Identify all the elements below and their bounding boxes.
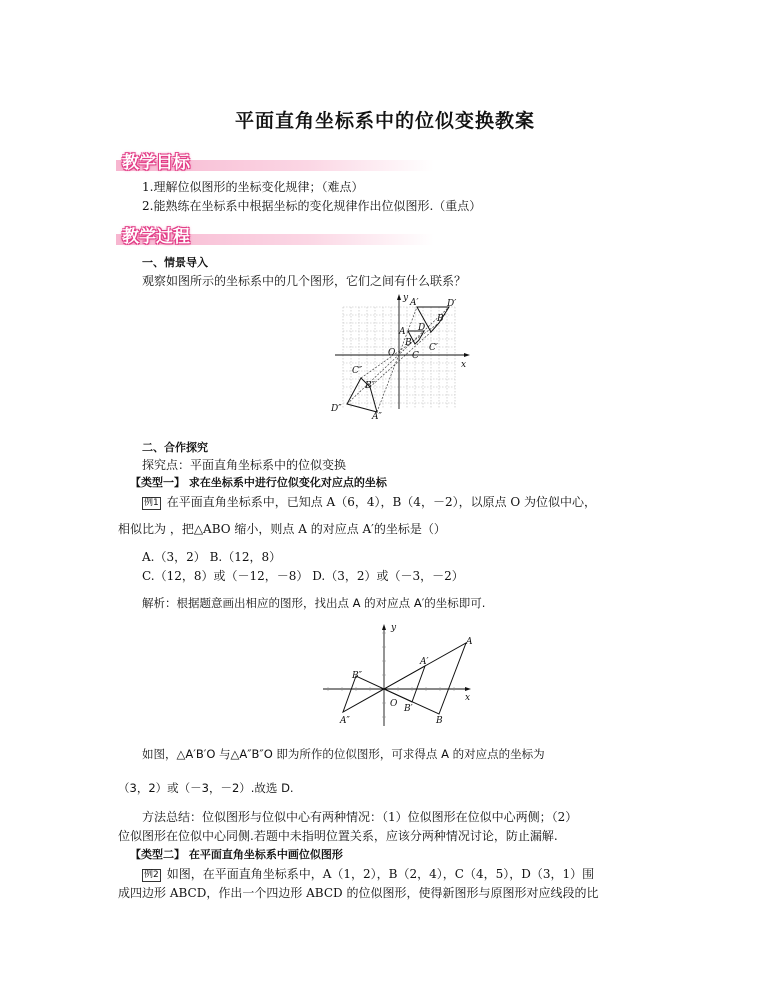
label-a1: A′ (420, 657, 429, 667)
label-b1: B′ (437, 314, 446, 324)
label-b: B (436, 716, 443, 726)
label-a1: A′ (410, 298, 419, 308)
label-x: x (461, 360, 467, 370)
example1-text: 在平面直角坐标系中，已知点 A（6，4），B（4，－2），以原点 O 为位似中心， (166, 495, 597, 509)
options-row1: A.（3，2） B.（12，8） (142, 550, 282, 564)
part1-text: 观察如图所示的坐标系中的几个图形，它们之间有什么联系？ (142, 274, 467, 288)
goal-item-2: 2.能熟练在坐标系中根据坐标的变化规律作出位似图形.（重点） (142, 199, 482, 213)
x-axis-arrow (465, 687, 471, 691)
label-d: D (418, 323, 426, 333)
section-banner-goals (116, 148, 434, 174)
part2-heading: 二、合作探究 (142, 441, 208, 454)
label-x: x (465, 693, 471, 703)
label-b2: B″ (365, 381, 375, 391)
example-tag: 例1 (144, 498, 159, 508)
method-line1: 方法总结：位似图形与位似中心有两种情况：（1）位似图形在位似中心两侧；（2） (142, 810, 578, 824)
y-axis-arrow (382, 624, 386, 630)
options-row2: C.（12，8）或（－12，－8） D.（3，2）或（－3，－2） (142, 569, 464, 583)
goal-item-1: 1.理解位似图形的坐标变化规律；（难点） (142, 180, 364, 194)
label-a2: A″ (372, 412, 382, 420)
example-tag: 例2 (144, 870, 159, 880)
label-a2: A″ (340, 716, 350, 726)
triangle-a2b2o (343, 676, 384, 712)
banner-label: 教学目标 (122, 153, 190, 173)
label-b2: B″ (352, 671, 362, 681)
answer-line1: 如图，△A′B′O 与△A″B″O 即为所作的位似图形，可求得点 A 的对应点的坐标为 (142, 747, 545, 761)
label-b1: B′ (404, 704, 413, 714)
label-c1: C′ (429, 343, 438, 353)
example1-line2: 相似比为 ，把△ABO 缩小，则点 A 的对应点 A′的坐标是（） (118, 522, 446, 536)
figure-answer-graph (320, 618, 480, 733)
label-a: A (466, 637, 473, 647)
label-y: y (391, 623, 397, 633)
method-line2: 位似图形在位似中心同侧.若题中未指明位置关系，应该分两种情况讨论，防止漏解. (118, 829, 558, 843)
example2-line2: 成四边形 ABCD，作出一个四边形 ABCD 的位似图形，使得新图形与原图形对应线段的比 (118, 886, 599, 900)
part1-heading: 一、情景导入 (142, 256, 208, 269)
example1-line1 (142, 494, 596, 510)
label-a: A (399, 327, 406, 337)
label-d1: D′ (447, 299, 457, 309)
label-d2: D″ (331, 404, 342, 414)
label-o: O (388, 348, 396, 358)
page-title: 平面直角坐标系中的位似变换教案 (234, 110, 535, 132)
explore-point: 探究点：平面直角坐标系中的位似变换 (142, 458, 347, 472)
type2-heading: 【类型二】 在平面直角坐标系中画位似图形 (130, 848, 343, 861)
label-o: O (390, 699, 398, 709)
triangle-a1b1o (384, 666, 425, 702)
label-c: C (412, 351, 419, 361)
label-y: y (403, 293, 409, 303)
banner-label: 教学过程 (122, 227, 190, 247)
answer-line2: （3，2）或（－3，－2）.故选 D. (118, 781, 294, 795)
example2-line1 (142, 866, 594, 882)
example2-text: 如图，在平面直角坐标系中，A（1，2），B（2，4），C（4，5），D（3，1）围 (166, 867, 595, 881)
y-axis-arrow (397, 294, 401, 300)
section-banner-process (116, 222, 434, 248)
x-axis-arrow (464, 353, 470, 357)
analysis-text: 解析：根据题意画出相应的图形，找出点 A 的对应点 A′的坐标即可. (142, 596, 486, 610)
label-b: B (405, 338, 412, 348)
label-c2: C″ (352, 366, 363, 376)
figure-similarity-grid (325, 288, 485, 420)
type1-heading: 【类型一】 求在坐标系中进行位似变化对应点的坐标 (130, 476, 387, 489)
